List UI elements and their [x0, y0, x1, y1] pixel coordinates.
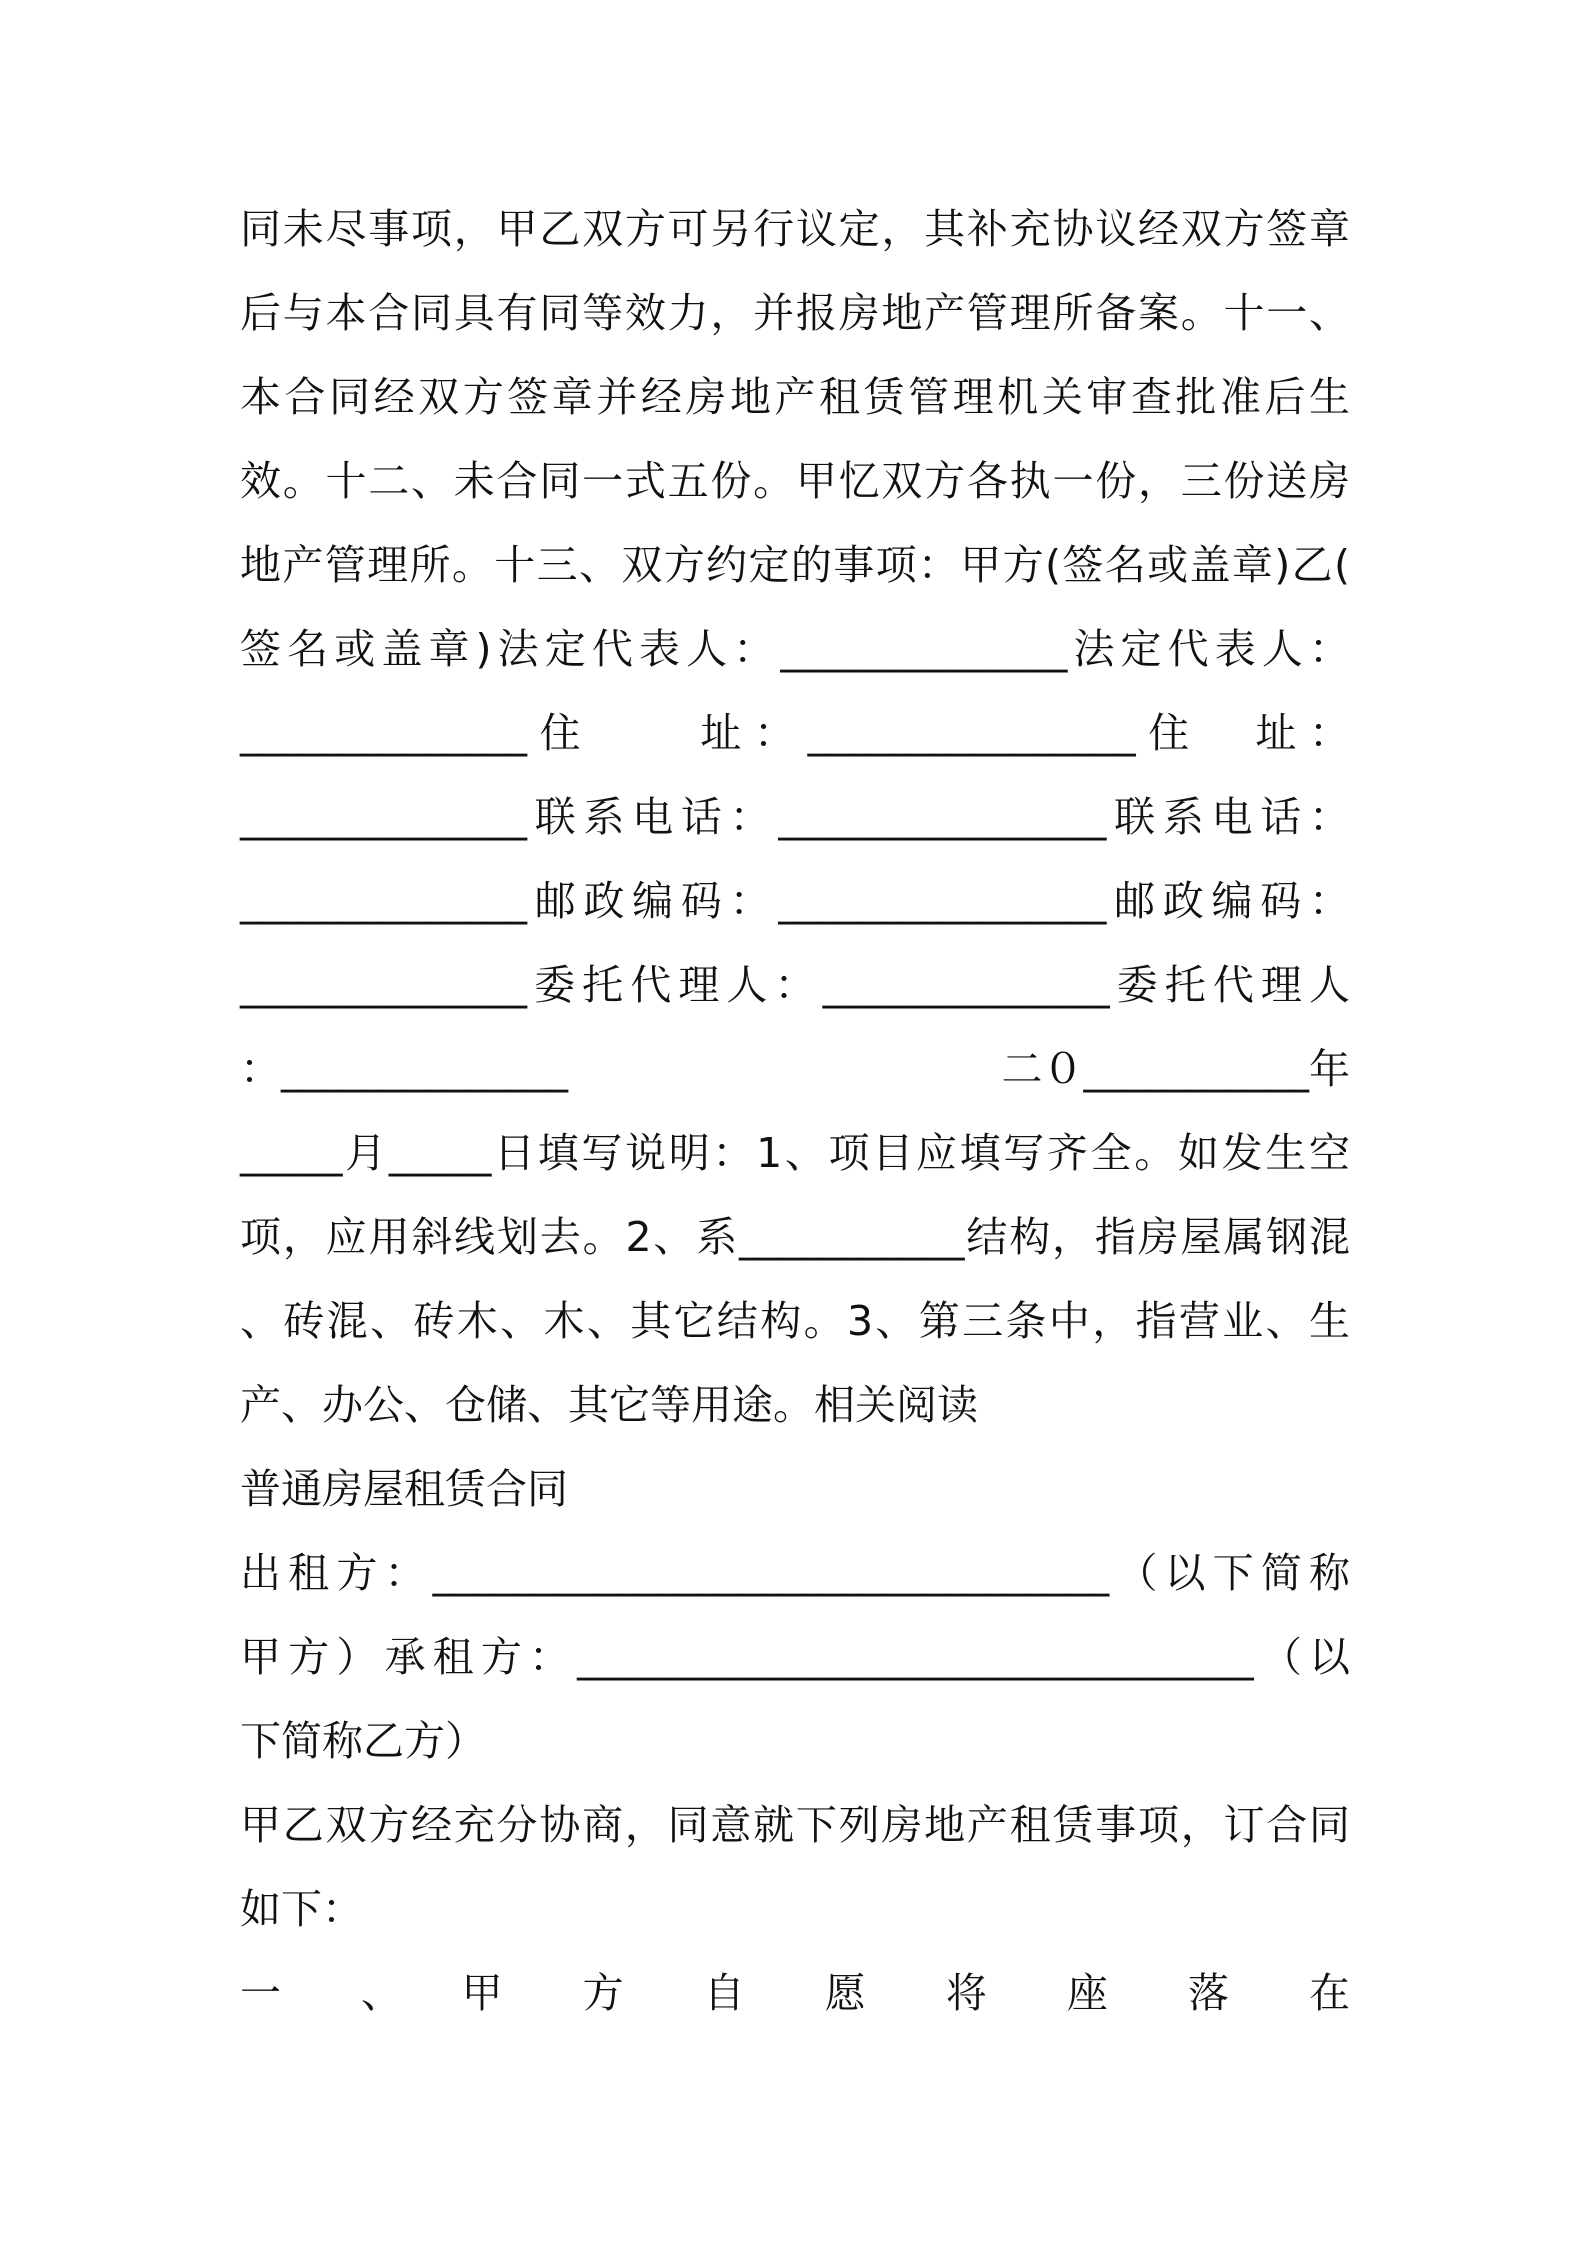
text-line-20: 甲乙双方经充分协商，同意就下列房地产租赁事项，订合同 [240, 1801, 1350, 1849]
text-line-13: 项，应用斜线划去。2、系___________结构，指房屋属钢混 [240, 1213, 1350, 1261]
text-line-12: _____月_____日填写说明：1、项目应填写齐全。如发生空 [240, 1129, 1350, 1177]
text-line-5: 地产管理所。十三、双方约定的事项：甲方(签名或盖章)乙( [240, 541, 1350, 589]
text-line-21: 如下： [240, 1885, 363, 1933]
section-title: 普通房屋租赁合同 [240, 1465, 568, 1513]
text-line-15: 产、办公、仓储、其它等用途。相关阅读 [240, 1381, 978, 1429]
text-line-7: ______________住 址：________________住 址： [240, 709, 1350, 757]
date-line-right: 二０___________年 [1001, 1045, 1350, 1093]
text-line-9: ______________邮政编码：________________邮政编码： [240, 877, 1350, 925]
text-line-10: ______________委托代理人：______________委托代理人 [240, 961, 1350, 1009]
text-line-2: 后与本合同具有同等效力，并报房地产管理所备案。十一、 [240, 289, 1350, 337]
text-line-6: 签名或盖章)法定代表人：______________法定代表人： [240, 625, 1350, 673]
text-line-4: 效。十二、未合同一式五份。甲忆双方各执一份，三份送房 [240, 457, 1350, 505]
text-line-3: 本合同经双方签章并经房地产租赁管理机关审查批准后生 [240, 373, 1350, 421]
text-line-8: ______________联系电话：________________联系电话： [240, 793, 1350, 841]
date-line [240, 1027, 1350, 1111]
text-line-22: 一 、 甲 方 自 愿 将 座 落 在 [240, 1969, 1350, 2017]
date-line-left: ：______________ [240, 1045, 568, 1093]
text-line-18: 甲方）承租方：_________________________________（以 [240, 1633, 1350, 1681]
text-line-17: 出租方：_________________________________（以下简称 [240, 1549, 1350, 1597]
text-line-1: 同未尽事项，甲乙双方可另行议定，其补充协议经双方签章 [240, 205, 1350, 253]
text-line-14: 、砖混、砖木、木、其它结构。3、第三条中，指营业、生 [240, 1297, 1350, 1345]
text-line-19: 下简称乙方） [240, 1717, 486, 1765]
